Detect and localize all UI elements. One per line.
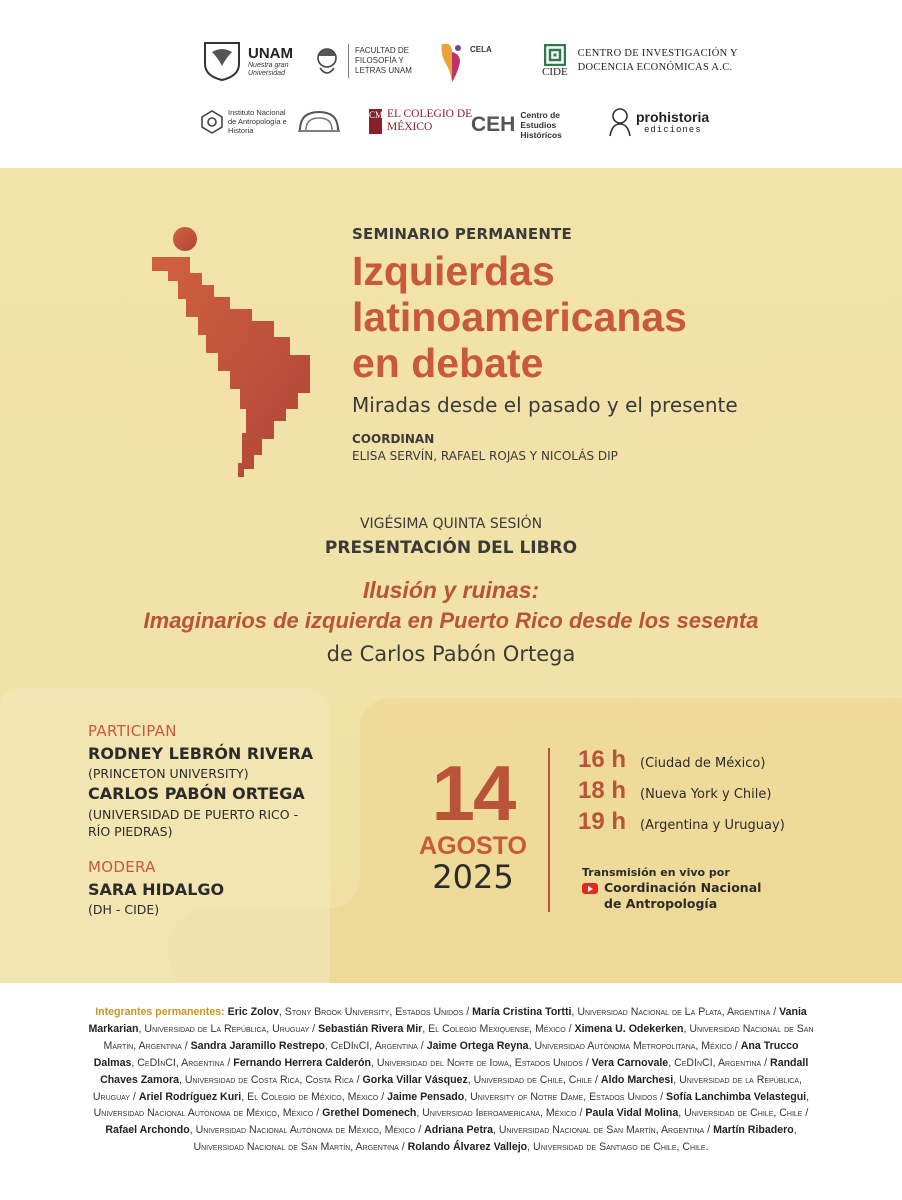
ceh-logo: [471, 110, 590, 140]
member-institution: Universidad Nacional de San Martín, Argentina: [193, 1141, 399, 1154]
schedule-city: (Nueva York y Chile): [640, 787, 772, 802]
member-name: Eric Zolov: [227, 1006, 279, 1018]
members-label: Integrantes permanentes:: [95, 1006, 225, 1018]
member-institution: CeDInCI, Argentina: [330, 1039, 418, 1052]
member-institution: El Colegio Mexiquense, México: [428, 1022, 566, 1035]
coordinators-label: COORDINAN: [352, 432, 435, 446]
schedule-city: (Argentina y Uruguay): [640, 818, 785, 833]
member-name: Jaime Pensado: [387, 1090, 465, 1103]
member-institution: Universidad de Santiago de Chile, Chile.: [533, 1141, 709, 1154]
schedule-city: (Ciudad de México): [640, 756, 766, 771]
title-line-1: Izquierdas: [352, 248, 555, 294]
cela-wordmark: CELA: [470, 44, 492, 54]
event-poster: [0, 168, 902, 983]
title-line-2: latinoamericanas: [352, 294, 687, 340]
member-name: Rafael Archondo: [105, 1124, 190, 1137]
member-institution: Universidad Nacional Autónoma de México, México: [93, 1107, 314, 1120]
stream-channel-link[interactable]: [582, 880, 774, 912]
prohistoria-logo: [608, 106, 709, 138]
member-name: Vania Markarian: [88, 1006, 807, 1035]
ceh-mark: CEH: [471, 113, 516, 136]
member-institution: CeDInCI, Argentina: [674, 1056, 762, 1069]
prohistoria-wordmark: prohistoria: [636, 108, 710, 125]
schedule-hour: 19 h: [578, 808, 627, 835]
cide-name: CENTRO DE INVESTIGACIÓN Y DOCENCIA ECONÓMICAS A.C.: [577, 48, 738, 73]
cide-logo: [542, 44, 763, 78]
book-author: de Carlos Pabón Ortega: [326, 642, 576, 666]
member-institution: El Colegio de México, México: [247, 1090, 379, 1103]
member-name: Randall Chaves Zamora: [100, 1056, 809, 1086]
arch-building-icon: [296, 108, 342, 134]
member-institution: CeDInCI, Argentina: [137, 1056, 225, 1069]
title-line-3: en debate: [352, 340, 544, 386]
stream-label: Transmisión en vivo por: [582, 866, 730, 879]
ceh-name: Centro de Estudios Históricos: [520, 110, 562, 140]
seminar-subtitle: Miradas desde el pasado y el presente: [352, 393, 738, 417]
member-name: Sofía Lanchimba Velastegui: [666, 1090, 807, 1103]
arch-logo: [296, 108, 342, 134]
participant-name: RODNEY LEBRÓN RIVERA: [88, 744, 314, 763]
date-divider: [548, 748, 550, 912]
member-name: Sebastián Rivera Mir: [318, 1022, 423, 1035]
unam-logo: [202, 40, 294, 82]
member-institution: Universidad de Costa Rica, Costa Rica: [184, 1073, 354, 1086]
member-institution: Universidad de La República, Uruguay: [144, 1022, 310, 1035]
member-name: Sandra Jaramillo Restrepo: [190, 1039, 325, 1052]
moderator-affiliation: (DH - CIDE): [88, 902, 160, 917]
member-name: Aldo Marchesi: [600, 1073, 674, 1086]
member-name: Jaime Ortega Reyna: [426, 1039, 529, 1052]
cela-logo: [438, 40, 492, 84]
member-name: Gorka Villar Vásquez: [362, 1073, 468, 1086]
coordinators-names: ELISA SERVÍN, RAFAEL ROJAS Y NICOLÁS DIP: [352, 449, 618, 463]
seminar-title: [352, 248, 872, 386]
member-name: Paula Vidal Molina: [585, 1107, 679, 1120]
member-institution: Universidad Nacional de La Plata, Argentina: [577, 1006, 771, 1018]
member-name: Adriana Petra: [424, 1124, 493, 1137]
sponsor-logos: [0, 0, 902, 168]
unam-tagline: Nuestra gran Universidad: [248, 61, 289, 77]
prohistoria-sub: ediciones: [644, 124, 702, 135]
unam-wordmark: UNAM: [248, 44, 293, 62]
moderator-label: MODERA: [88, 858, 156, 876]
member-name: Ana Trucco Dalmas: [93, 1039, 799, 1069]
seminar-series: SEMINARIO PERMANENTE: [352, 225, 572, 243]
participant-affiliation: (PRINCETON UNIVERSITY): [88, 766, 249, 781]
colmex-logo: [369, 108, 473, 134]
members-footer: [0, 983, 902, 1200]
member-institution: Universidad Autónoma Metropolitana, México: [534, 1039, 732, 1052]
moderator-name: SARA HIDALGO: [88, 880, 225, 899]
inah-glyph-icon: [200, 109, 224, 135]
member-institution: Universidad de Chile, Chile: [684, 1107, 803, 1120]
cide-spiral-icon: [544, 44, 566, 66]
participant-affiliation: (UNIVERSIDAD DE PUERTO RICO -: [88, 807, 299, 822]
member-institution: Universidad de Chile, Chile: [473, 1073, 592, 1086]
colmex-name: EL COLEGIO DE MÉXICO: [387, 108, 473, 133]
inah-logo: [200, 108, 290, 135]
member-name: Fernando Herrera Calderón: [233, 1056, 371, 1069]
stream-channel-line: de Antropología: [604, 896, 718, 911]
member-institution: Universidad Nacional de San Martín, Argentina: [103, 1022, 814, 1052]
event-year: 2025: [432, 858, 514, 896]
ffyl-name: FACULTAD DE FILOSOFÍA Y LETRAS UNAM: [355, 46, 412, 75]
schedule-hour: 16 h: [578, 746, 627, 773]
member-name: Rolando Álvarez Vallejo: [407, 1141, 528, 1154]
unam-shield-icon: [202, 40, 242, 82]
schedule-row: [578, 777, 771, 805]
youtube-icon: [582, 883, 598, 894]
book-subtitle: Imaginarios de izquierda en Puerto Rico desde los sesenta: [143, 608, 759, 633]
event-day: 14: [431, 749, 515, 837]
participants-label: PARTICIPAN: [88, 722, 177, 740]
member-name: Grethel Domenech: [322, 1107, 417, 1120]
portrait-bust-icon: [608, 106, 632, 138]
cide-mark: CIDE: [542, 66, 568, 78]
presentation-heading: PRESENTACIÓN DEL LIBRO: [324, 538, 578, 558]
member-institution: Universidad Iberoamericana, México: [422, 1107, 577, 1120]
athena-head-icon: [312, 42, 342, 80]
member-name: María Cristina Tortti: [472, 1006, 572, 1018]
latin-america-i-icon: [150, 223, 320, 483]
cela-map-icon: [438, 40, 468, 84]
member-institution: Stony Brook University, Estados Unidos: [284, 1006, 464, 1018]
member-institution: Universidad del Norte de Iowa, Estados Unidos: [376, 1056, 583, 1069]
stream-channel-name: [604, 880, 774, 912]
ffyl-logo: [312, 42, 425, 80]
schedule-row: [578, 808, 785, 836]
member-name: Vera Carnovale: [591, 1056, 669, 1069]
member-institution: University of Notre Dame, Estados Unidos: [470, 1090, 658, 1103]
inah-name: Instituto Nacional de Antropología e Historia: [228, 108, 287, 135]
member-name: Martín Ribadero: [713, 1124, 794, 1137]
permanent-members-list: Integrantes permanentes: Eric Zolov, Stony Brook University, Estados Unidos / María Cristina Tortti, Universidad Nacional de La Plata, Argentina / Vania Markarian, Universidad de La República, Uruguay / Sebastián Rivera Mir, El Colegio Mexiquense, México / Ximena U. Odekerken, Universidad Nacional de San Martín, Argentina / Sandra Jaramillo Restrepo, CeDInCI, Argentina / Jaime Ortega Reyna, Universidad Autónoma Metropolitana, México / Ana Trucco Dalmas, CeDInCI, Argentina / Fernando Herrera Calderón, Universidad del Norte de Iowa, Estados Unidos / Vera Carnovale, CeDInCI, Argentina / Randall Chaves Zamora, Universidad de Costa Rica, Costa Rica / Gorka Villar Vásquez, Universidad de Chile, Chile / Aldo Marchesi, Universidad de la República, Uruguay / Ariel Rodríguez Kuri, El Colegio de México, México / Jaime Pensado, University of Notre Dame, Estados Unidos / Sofía Lanchimba Velastegui, Universidad Nacional Autónoma de México, México / Grethel Domenech, Universidad Iberoamericana, México / Paula Vidal Molina, Universidad de Chile, Chile / Rafael Archondo, Universidad Nacional Autónoma de México, México / Adriana Petra, Universidad Nacional de San Martín, Argentina / Martín Ribadero, Universidad Nacional de San Martín, Argentina / Rolando Álvarez Vallejo, Universidad de Santiago de Chile, Chile.: [88, 1006, 814, 1154]
book-title: Ilusión y ruinas:: [362, 577, 540, 603]
participant-name: CARLOS PABÓN ORTEGA: [88, 784, 305, 803]
event-month: AGOSTO: [419, 832, 527, 860]
member-institution: Universidad de la República, Uruguay: [92, 1073, 802, 1103]
session-number: VIGÉSIMA QUINTA SESIÓN: [359, 516, 543, 532]
member-institution: Universidad Nacional Autónoma de México, México: [195, 1124, 416, 1137]
participant-affiliation: RÍO PIEDRAS): [88, 824, 173, 839]
colmex-mark: CM: [369, 109, 382, 134]
schedule-row: [578, 746, 765, 774]
member-institution: Universidad Nacional de San Martín, Argentina: [498, 1124, 705, 1137]
stream-channel-line: Coordinación Nacional: [604, 880, 762, 895]
schedule-hour: 18 h: [578, 777, 627, 804]
member-name: Ariel Rodríguez Kuri: [138, 1090, 242, 1103]
member-name: Ximena U. Odekerken: [574, 1022, 684, 1035]
